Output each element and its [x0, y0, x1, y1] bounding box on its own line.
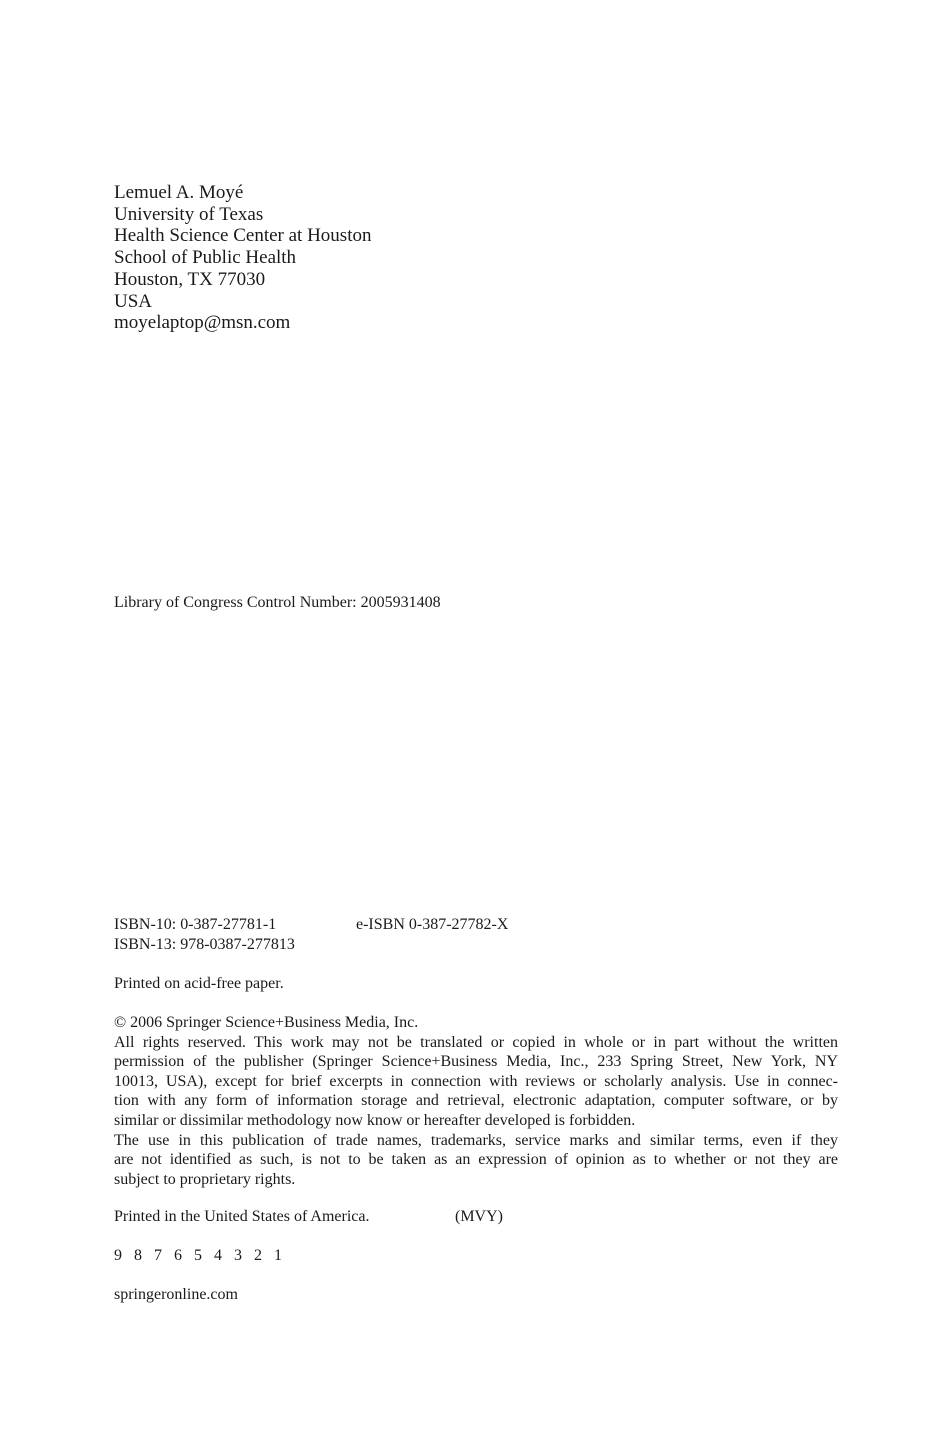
author-email: moyelaptop@msn.com	[114, 312, 291, 334]
isbn-block	[114, 915, 854, 954]
rights-line: 10013, USA), except for brief excerpts in connection with reviews or scholarly analysis. Use in connec-	[114, 1072, 838, 1090]
rights-notice	[114, 1013, 838, 1189]
author-affiliation-center: Health Science Center at Houston	[114, 225, 372, 247]
e-isbn: e-ISBN 0-387-27782-X	[356, 916, 509, 933]
lccn-line: Library of Congress Control Number: 2005931408	[114, 594, 441, 611]
copyright-line: © 2006 Springer Science+Business Media, Inc.	[114, 1014, 419, 1031]
rights-line: subject to proprietary rights.	[114, 1170, 296, 1188]
author-address-block	[114, 182, 371, 334]
rights-line: tion with any form of information storage and retrieval, electronic adaptation, computer software, or by	[114, 1092, 838, 1110]
printed-in-row	[114, 1207, 503, 1227]
isbn-10: ISBN-10: 0-387-27781-1	[114, 916, 277, 933]
author-affiliation-university: University of Texas	[114, 203, 264, 225]
printer-code: (MVY)	[455, 1208, 503, 1225]
isbn-13: ISBN-13: 978-0387-277813	[114, 935, 295, 953]
author-name: Lemuel A. Moyé	[114, 182, 244, 203]
rights-line: The use in this publication of trade names, trademarks, service marks and similar terms, even if they	[114, 1131, 838, 1149]
rights-line: permission of the publisher (Springer Science+Business Media, Inc., 233 Spring Street, New York, NY	[114, 1053, 838, 1071]
author-country: USA	[114, 290, 153, 312]
author-city: Houston, TX 77030	[114, 268, 266, 290]
printed-in: Printed in the United States of America.	[114, 1208, 370, 1225]
acid-free-paper-note: Printed on acid-free paper.	[114, 975, 284, 992]
rights-line: All rights reserved. This work may not be translated or copied in whole or in part without the written	[114, 1033, 838, 1051]
rights-line: are not identified as such, is not to be taken as an expression of opinion as to whether or not they are	[114, 1151, 838, 1169]
rights-line: similar or dissimilar methodology now know or hereafter developed is forbidden.	[114, 1111, 636, 1129]
print-run-numbers: 9 8 7 6 5 4 3 2 1	[114, 1247, 282, 1264]
author-affiliation-school: School of Public Health	[114, 247, 297, 269]
publisher-website: springeronline.com	[114, 1286, 238, 1303]
